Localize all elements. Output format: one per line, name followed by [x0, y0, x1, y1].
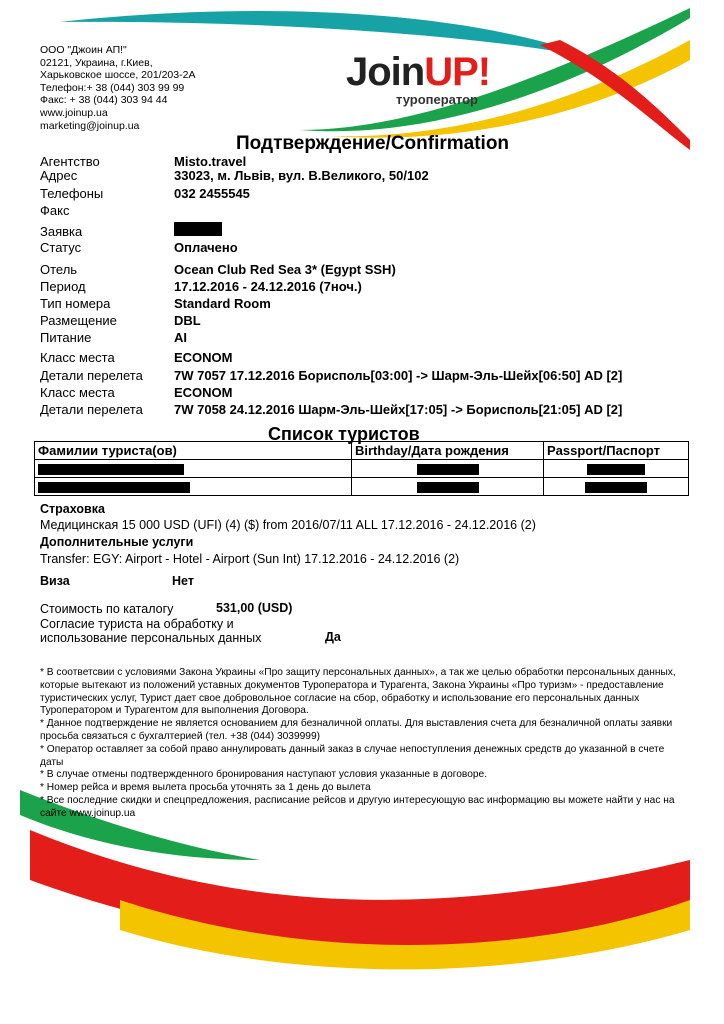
tourists-header-row	[35, 442, 689, 460]
company-info	[40, 44, 195, 132]
footnote: * Оператор оставляет за собой право аннулировать данный заказ в случае непоступления денежных средств до указанной в счете даты	[40, 743, 665, 768]
agency-label: Агентство	[40, 154, 100, 169]
company-website: www.joinup.ua	[40, 106, 108, 119]
consent-line-2: использование персональных данных	[40, 631, 262, 645]
footnote: * Данное подтверждение не является основанием для безналичной оплаты. Для выставления счета для безналичной оплаты заявки просьба связаться с бухгалтерией (тел. +38 (044) 3039999)	[40, 718, 673, 742]
hotel-label: Отель	[40, 262, 78, 277]
status-value: Оплачено	[174, 240, 238, 255]
services-text: Transfer: EGY: Airport - Hotel - Airport (Sun Int) 17.12.2016 - 24.12.2016 (2)	[40, 552, 460, 566]
document-title: Подтверждение/Confirmation	[236, 133, 510, 154]
table-row	[35, 460, 689, 478]
tourist-passport-cell	[544, 460, 689, 478]
room-value: Standard Room	[174, 296, 271, 311]
birth-redaction	[417, 482, 479, 493]
agency-value: Misto.travel	[174, 154, 247, 169]
tourist-name-cell	[35, 478, 352, 496]
class-1-label: Класс места	[40, 350, 115, 365]
class-1-value: ECONOM	[174, 350, 233, 365]
passport-redaction	[587, 464, 645, 475]
address-value: 33023, м. Львів, вул. В.Великого, 50/102	[174, 168, 429, 183]
accommodation-value: DBL	[174, 313, 201, 328]
name-redaction	[38, 482, 190, 493]
consent-line-1: Согласие туриста на обработку и	[40, 617, 234, 631]
tourists-title: Список туристов	[268, 424, 420, 444]
col-passport: Passport/Паспорт	[544, 442, 689, 460]
name-redaction	[38, 464, 184, 475]
price-value: 531,00 (USD)	[216, 601, 293, 615]
company-email: marketing@joinup.ua	[40, 119, 140, 132]
tourist-passport-cell	[544, 478, 689, 496]
footnote: * В соответсвии с условиями Закона Украины «Про защиту персональных данных», а так же целью обработки персональных данных, которые вытекают из положений уставных документов Туроператора и Турагента, Закона Украины «Про туризм» - предоставление туристических услуг, Турист дает свое добровольное согласие на сбор, обработку и использование его персональных данных Туроператором и Турагентом для выполнения Договора.	[40, 667, 676, 717]
period-value: 17.12.2016 - 24.12.2016 (7ноч.)	[174, 279, 362, 294]
footnotes	[40, 667, 690, 821]
logo-subtitle: туроператор	[396, 92, 478, 107]
hotel-value: Ocean Club Red Sea 3* (Egypt SSH)	[174, 262, 396, 277]
company-address-2: Харьковское шоссе, 201/203-2А	[40, 69, 196, 82]
period-label: Период	[40, 279, 86, 294]
logo-text-join: Join	[346, 50, 425, 94]
phones-value: 032 2455545	[174, 186, 250, 201]
col-birth: Birthday/Дата рождения	[352, 442, 544, 460]
company-name: ООО "Джоин АП!"	[40, 44, 127, 56]
price-label: Стоимость по каталогу	[40, 602, 174, 616]
footnote: * Номер рейса и время вылета просьба уточнять за 1 день до вылета	[40, 782, 371, 794]
tourist-birth-cell	[352, 460, 544, 478]
order-label: Заявка	[40, 224, 83, 239]
company-address-1: 02121, Украина, г.Киев,	[40, 56, 153, 69]
birth-redaction	[417, 464, 479, 475]
footnote: * В случае отмены подтвержденного бронирования наступают условия указанные в договоре.	[40, 769, 488, 781]
insurance-label: Страховка	[40, 502, 105, 516]
services-label: Дополнительные услуги	[40, 535, 194, 549]
company-phone: Телефон:+ 38 (044) 303 99 99	[40, 81, 185, 94]
fax-label: Факс	[40, 203, 70, 218]
tourists-table	[34, 441, 689, 496]
col-names: Фамилии туриста(ов)	[35, 442, 352, 460]
class-2-value: ECONOM	[174, 385, 233, 400]
order-redaction	[174, 222, 222, 236]
insurance-text: Медицинская 15 000 USD (UFI) (4) ($) from 2016/07/11 ALL 17.12.2016 - 24.12.2016 (2)	[40, 518, 536, 532]
flight-2-value: 7W 7058 24.12.2016 Шарм-Эль-Шейх[17:05] -> Борисполь[21:05] AD [2]	[174, 402, 623, 417]
table-row	[35, 478, 689, 496]
meals-value: AI	[174, 330, 187, 345]
passport-redaction	[585, 482, 647, 493]
tourist-birth-cell	[352, 478, 544, 496]
tourist-name-cell	[35, 460, 352, 478]
address-label: Адрес	[40, 168, 78, 183]
meals-label: Питание	[40, 330, 92, 345]
footnote: * Все последние скидки и спецпредложения, расписание рейсов и другую интересующую вас информацию вы можете найти у нас на сайте www.joinup.ua	[40, 794, 675, 819]
accommodation-label: Размещение	[40, 313, 117, 328]
company-fax: Факс: + 38 (044) 303 94 44	[40, 94, 168, 107]
class-2-label: Класс места	[40, 385, 115, 400]
visa-value: Нет	[172, 574, 194, 588]
visa-label: Виза	[40, 574, 70, 588]
phones-label: Телефоны	[40, 186, 104, 201]
consent-value: Да	[325, 630, 341, 644]
flight-1-value: 7W 7057 17.12.2016 Борисполь[03:00] -> Шарм-Эль-Шейх[06:50] AD [2]	[174, 368, 623, 383]
flight-1-label: Детали перелета	[40, 368, 143, 383]
status-label: Статус	[40, 240, 82, 255]
joinup-logo	[346, 52, 490, 107]
room-label: Тип номера	[40, 296, 111, 311]
logo-text-up: UP!	[424, 50, 491, 94]
flight-2-label: Детали перелета	[40, 402, 143, 417]
